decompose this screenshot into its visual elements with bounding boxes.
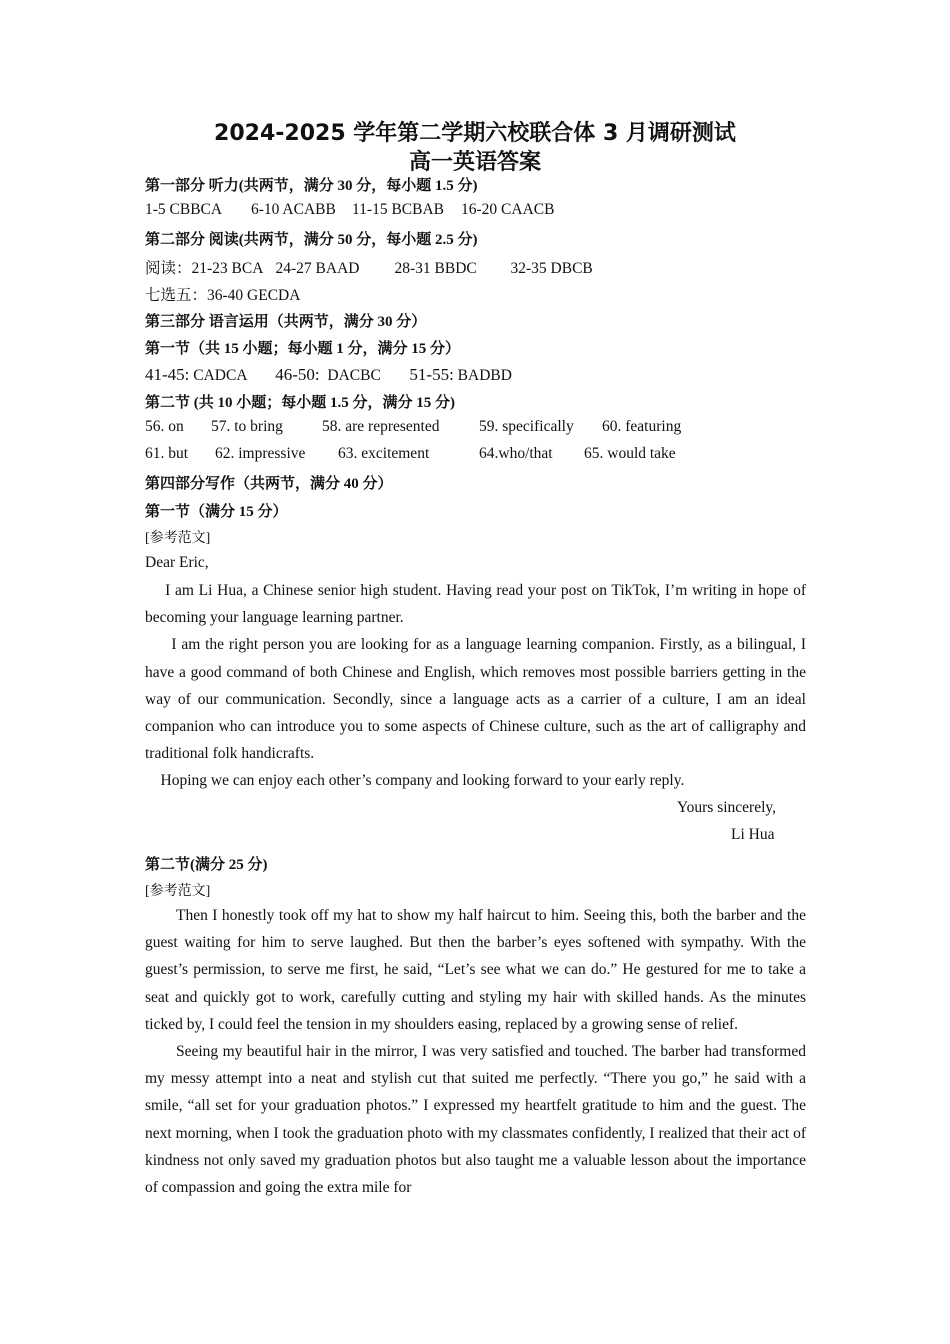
part3-section1-answers [145, 365, 512, 385]
letter-paragraph: I am Li Hua, a Chinese senior high student. Having read your post on TikTok, I’m writing in hope of becoming your language learning partner. [145, 582, 806, 627]
letter-signature: Li Hua [731, 826, 775, 843]
part3-section2-row1 [145, 418, 681, 436]
part4-heading: 第四部分写作（共两节，满分 40 分） [145, 476, 393, 492]
answer-group: 6-10 ACABB [251, 201, 336, 218]
letter-greeting: Dear Eric, [145, 554, 209, 571]
answer-item: 64.who/that [479, 445, 553, 462]
answer-range: 46-50: [275, 365, 320, 384]
answer-group: 1-5 CBBCA [145, 201, 223, 218]
answer-item: 65. would take [584, 445, 676, 462]
essay-body [145, 902, 806, 1201]
answer-range: 51-55: [409, 365, 454, 384]
answer-group: 24-27 BAAD [275, 260, 360, 277]
part1-answers [145, 201, 554, 219]
part4-section1-heading: 第一节（满分 15 分） [145, 504, 288, 520]
essay-paragraph: Seeing my beautiful hair in the mirror, I was very satisfied and touched. The barber had transformed my messy attempt into a neat and stylish cut that suited me perfectly. “There you go,” he said with a smile, “all set for your graduation photos.” I expressed my heartfelt gratitude to him and the guest. The next morning, when I took the graduation photo with my classmates confidently, I realized that their act of kindness not only saved my graduation photos but also taught me a valuable lesson about the importance of compassion and going the extra mile for [145, 1043, 806, 1197]
answer-group: BADBD [457, 367, 512, 384]
answer-item: 58. are represented [322, 418, 440, 435]
answer-item: 60. featuring [602, 418, 682, 435]
answer-group: DACBC [327, 367, 381, 384]
answer-group: CADCA [193, 367, 248, 384]
essay-paragraph: Then I honestly took off my hat to show my half haircut to him. Seeing this, both the barber and the guest waiting for him to serve laughed. But then the barber’s eyes softened with sympathy. With the guest’s permission, to serve me first, he said, “Let’s see what we can do.” He gestured for me to take a seat and quickly got to work, carefully cutting and styling my hair with skilled hands. As the minutes ticked by, I could feel the tension in my shoulders easing, replaced by a growing sense of relief. [145, 907, 806, 1033]
answer-item: 57. to bring [211, 418, 283, 435]
part4-section2-heading: 第二节(满分 25 分) [145, 857, 268, 873]
answer-item: 56. on [145, 418, 184, 435]
answer-item: 62. impressive [215, 445, 306, 462]
seven-label: 七选五： [145, 287, 208, 304]
part1-heading: 第一部分 听力(共两节，满分 30 分，每小题 1.5 分) [145, 178, 478, 194]
letter-body [145, 577, 806, 795]
page-title-line1: 2024-2025 学年第二学期六校联合体 3 月调研测试 [214, 121, 736, 146]
answer-item: 61. but [145, 445, 189, 462]
reading-label: 阅读： [145, 260, 192, 277]
page-title-line2: 高一英语答案 [408, 150, 541, 175]
answer-group: 32-35 DBCB [510, 260, 593, 277]
reference-label: [参考范文] [145, 531, 211, 546]
answer-group: 21-23 BCA [191, 260, 264, 277]
reference-label: [参考范文] [145, 884, 211, 899]
answer-item: 59. specifically [479, 418, 574, 435]
part2-heading: 第二部分 阅读(共两节，满分 50 分，每小题 2.5 分) [145, 232, 478, 248]
answer-group: 28-31 BBDC [394, 260, 477, 277]
letter-paragraph: Hoping we can enjoy each other’s company and looking forward to your early reply. [160, 772, 685, 790]
part3-section2-heading: 第二节 (共 10 小题；每小题 1.5 分，满分 15 分) [145, 395, 455, 411]
answer-group: 11-15 BCBAB [352, 201, 445, 218]
answer-group: 16-20 CAACB [461, 201, 555, 218]
seven-choose-five-answers [145, 283, 300, 305]
answer-group: 36-40 GECDA [207, 287, 301, 304]
letter-closing: Yours sincerely, [677, 799, 777, 816]
part3-section1-heading: 第一节（共 15 小题；每小题 1 分，满分 15 分） [145, 341, 461, 357]
answer-range: 41-45: [145, 365, 190, 384]
answer-item: 63. excitement [338, 445, 430, 462]
reading-answers [145, 256, 593, 278]
part3-heading: 第三部分 语言运用（共两节，满分 30 分） [145, 314, 427, 330]
part3-section2-row2 [145, 445, 676, 463]
letter-paragraph: I am the right person you are looking for as a language learning companion. Firstly, as a bilingual, I have a good command of both Chinese and English, which removes most possible barriers getting in the way of our communication. Secondly, since a language acts as a carrier of a culture, I am an ideal companion who can introduce you to some aspects of Chinese culture, such as the art of calligraphy and traditional folk handicrafts. [145, 636, 806, 763]
